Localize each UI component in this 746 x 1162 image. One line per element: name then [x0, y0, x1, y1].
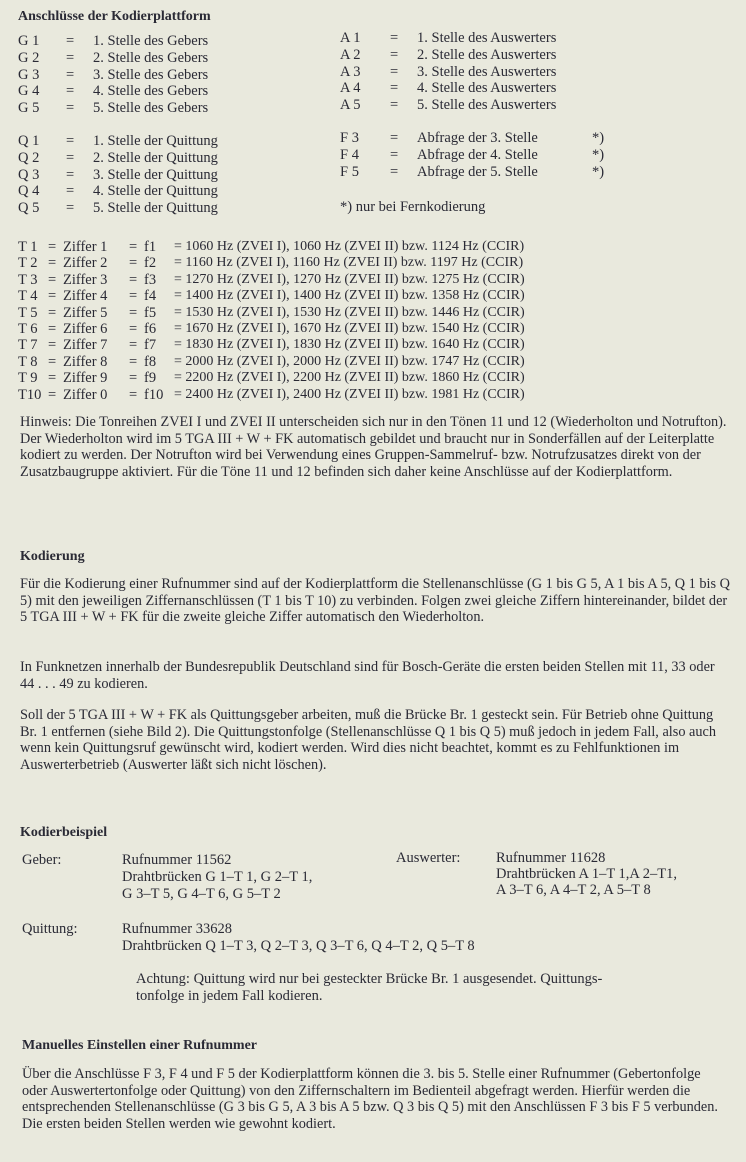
footnote: *) nur bei Fernkodierung: [340, 199, 486, 215]
heading-connections: Anschlüsse der Kodierplattform: [18, 9, 211, 24]
kodierung-paragraph-2: In Funknetzen innerhalb der Bundesrepublik Deutschland sind für Bosch-Geräte die ersten beiden Stellen mit 11, 33 oder 44 . . . 49 zu kodieren.: [20, 659, 715, 692]
document-page: Anschlüsse der Kodierplattform G 1 = 1. Stelle des Gebers G 2 = 2. Stelle des Gebers G 3 = 3. Stelle des Gebers G 4 = 4. Stelle des Gebers G 5 = 5. Stelle des Gebers A 1 = 1. Stelle des Auswerters A 2 = 2. Stelle des Auswerters A 3 = 3. Stelle des Auswerters A 4 = 4. Stelle des Auswerters A 5 = 5. Stelle des Auswerters Q 1 = 1. Stelle der Quittung Q 2 = 2. Stelle der Quittung Q 3 = 3. Stelle der Quittung Q 4 = 4. Stelle der Quittung Q 5 = 5. Stelle der Quittung F 3 = Abfrage der 3. Stelle *) F 4 = Abfrage der 4. Stelle *) F 5 = Abfrage der 5. Stelle *) *) nur bei Fernkodierung T 1 = Ziffer 1 = f1 = 1060 Hz (ZVEI I), 1060 Hz (ZVEI II) bzw. 1124 Hz (CCIR) T 2 = Ziffer 2 = f2 = 1160 Hz (ZVEI I), 1160 Hz (ZVEI II) bzw. 1197 Hz (CCIR) T 3 = Ziffer 3 = f3 = 1270 Hz (ZVEI I), 1270 Hz (ZVEI II) bzw. 1275 Hz (CCIR) T 4 = Ziffer 4 = f4 = 1400 Hz (ZVEI I), 1400 Hz (ZVEI II) bzw. 1358 Hz (CCIR) T 5 = Ziffer 5 = f5 = 1530 Hz (ZVEI I), 1530 Hz (ZVEI II) bzw. 1446 Hz (CCIR) T 6 = Ziffer 6 = f6 = 1670 Hz (ZVEI I), 1670 Hz (ZVEI II) bzw. 1540 Hz (CCIR) T 7 = Ziffer 7 = f7 = 1830 Hz (ZVEI I), 1830 Hz (ZVEI II) bzw. 1640 Hz (CCIR) T 8 = Ziffer 8 = f8 = 2000 Hz (ZVEI I), 2000 Hz (ZVEI II) bzw. 1747 Hz (CCIR) T 9 = Ziffer 9 = f9 = 2200 Hz (ZVEI I), 2200 Hz (ZVEI II) bzw. 1860 Hz (CCIR) T10 = Ziffer 0 = f10 = 2400 Hz (ZVEI I), 2400 Hz (ZVEI II) bzw. 1981 Hz (CCIR) Hinweis: Die Tonreihen ZVEI I und ZVEI II unterscheiden sich nur in den Tönen 11 und 12 (Wiederholton und Notrufton). Der Wiederholton wird im 5 TGA III + W + FK automatisch gebildet und braucht nur in Sonderfällen auf der Leiterplatte kodiert zu werden. Der Notrufton wird bei Verwendung eines Gruppen-Sammelruf- bzw. Notrufzusatzes direkt von der Zusatzbaugruppe aktiviert. Für die Töne 11 und 12 befinden sich daher keine Anschlüsse auf der Kodierplattform. Kodierung Für die Kodierung einer Rufnummer sind auf der Kodierplattform die Stellenanschlüsse (G 1 bis G 5, A 1 bis A 5, Q 1 bis Q 5) mit den jeweiligen Ziffernanschlüssen (T 1 bis T 10) zu verbinden. Folgen zwei gleiche Ziffern hintereinander, bildet der 5 TGA III + W + FK für die zweite gleiche Ziffer automatisch den Wiederholton. In Funknetzen innerhalb der Bundesrepublik Deutschland sind für Bosch-Geräte die ersten beiden Stellen mit 11, 33 oder 44 . . . 49 zu kodieren. Soll der 5 TGA III + W + FK als Quittungsgeber arbeiten, muß die Brücke Br. 1 gesteckt sein. Für Betrieb ohne Quittung Br. 1 entfernen (siehe Bild 2). Die Quittungstonfolge (Stellenanschlüsse Q 1 bis Q 5) muß jedoch in jedem Fall, also auch wenn kein Quittungsruf gewünscht wird, kodiert werden. Wird dies nicht beachtet, kommt es zu Fehlfunktionen im Auswerterbetrieb (Auswerter läßt sich nicht löschen). Kodierbeispiel Geber: Rufnummer 11562 Drahtbrücken G 1–T 1, G 2–T 1, G 3–T 5, G 4–T 6, G 5–T 2 Auswerter: Rufnummer 11628 Drahtbrücken A 1–T 1,A 2–T1, A 3–T 6, A 4–T 2, A 5–T 8 Quittung: Rufnummer 33628 Drahtbrücken Q 1–T 3, Q 2–T 3, Q 3–T 6, Q 4–T 2, Q 5–T 8 Achtung: Quittung wird nur bei gesteckter Brücke Br. 1 ausgesendet. Quittungs- tonfolge in jedem Fall kodieren. Manuelles Einstellen einer Rufnummer Über die Anschlüsse F 3, F 4 und F 5 der Kodierplattform können die 3. bis 5. Stelle einer Rufnummer (Gebertonfolge oder Auswertertonfolge oder Quittung) von den Ziffernschaltern im Bedienteil abgefragt werden. Hierfür werden die entsprechenden Stellenanschlüsse (G 3 bis G 5, A 3 bis A 5 bzw. Q 3 bis Q 5) mit den Anschlüssen F 3 bis F 5 verbunden. Die ersten beiden Stellen werden wie gewohnt kodiert.: [0, 0, 746, 1162]
achtung-line-1: Achtung: Quittung wird nur bei gesteckter Brücke Br. 1 ausgesendet. Quittungs-: [136, 971, 603, 987]
kodierung-paragraph-3: Soll der 5 TGA III + W + FK als Quittungsgeber arbeiten, muß die Brücke Br. 1 gesteckt sein. Für Betrieb ohne Quittung Br. 1 entfernen (siehe Bild 2). Die Quittungstonfolge (Stellenanschlüsse Q 1 bis Q 5) muß jedoch in jedem Fall, also auch wenn kein Quittungsruf gewünscht wird, kodiert werden. Wird dies nicht beachtet, kommt es zu Fehlfunktionen im Auswerterbetrieb (Auswerter läßt sich nicht löschen).: [20, 707, 717, 773]
geber-rufnummer: Rufnummer 11562: [122, 852, 232, 868]
quittung-label: Quittung:: [22, 921, 78, 937]
kodierung-paragraph-1: Für die Kodierung einer Rufnummer sind auf der Kodierplattform die Stellenanschlüsse (G 1 bis G 5, A 1 bis A 5, Q 1 bis Q 5) mit den jeweiligen Ziffernanschlüssen (T 1 bis T 10) zu verbinden. Folgen zwei gleiche Ziffern hintereinander, bildet der 5 TGA III + W + FK für die zweite gleiche Ziffer automatisch den Wiederholton.: [20, 576, 730, 626]
achtung-line-2: tonfolge in jedem Fall kodieren.: [136, 988, 323, 1004]
auswerter-label: Auswerter:: [396, 850, 461, 866]
auswerter-bridges-2: A 3–T 6, A 4–T 2, A 5–T 8: [496, 882, 651, 898]
hinweis-paragraph: Hinweis: Die Tonreihen ZVEI I und ZVEI II unterscheiden sich nur in den Tönen 11 und 12 (Wiederholton und Notrufton). Der Wiederholton wird im 5 TGA III + W + FK automatisch gebildet und braucht nur in Sonderfällen auf der Leiterplatte kodiert zu werden. Der Notrufton wird bei Verwendung eines Gruppen-Sammelruf- bzw. Notrufzusatzes direkt von der Zusatzbaugruppe aktiviert. Für die Töne 11 und 12 befinden sich daher keine Anschlüsse auf der Kodierplattform.: [20, 414, 727, 480]
quittung-rufnummer: Rufnummer 33628: [122, 921, 232, 937]
heading-kodierbeispiel: Kodierbeispiel: [20, 825, 108, 840]
manuell-paragraph: Über die Anschlüsse F 3, F 4 und F 5 der Kodierplattform können die 3. bis 5. Stelle einer Rufnummer (Gebertonfolge oder Auswertertonfolge oder Quittung) von den Ziffernschaltern im Bedienteil abgefragt werden. Hierfür werden die entsprechenden Stellenanschlüsse (G 3 bis G 5, A 3 bis A 5 bzw. Q 3 bis Q 5) mit den Anschlüssen F 3 bis F 5 verbunden. Die ersten beiden Stellen werden wie gewohnt kodiert.: [22, 1066, 718, 1132]
geber-bridges-1: Drahtbrücken G 1–T 1, G 2–T 1,: [122, 869, 313, 885]
auswerter-rufnummer: Rufnummer 11628: [496, 850, 606, 866]
geber-label: Geber:: [22, 852, 62, 868]
heading-manuell: Manuelles Einstellen einer Rufnummer: [22, 1038, 258, 1053]
auswerter-bridges-1: Drahtbrücken A 1–T 1,A 2–T1,: [496, 866, 677, 882]
geber-bridges-2: G 3–T 5, G 4–T 6, G 5–T 2: [122, 886, 281, 902]
quittung-bridges: Drahtbrücken Q 1–T 3, Q 2–T 3, Q 3–T 6, Q 4–T 2, Q 5–T 8: [122, 938, 475, 954]
heading-kodierung: Kodierung: [20, 549, 85, 564]
